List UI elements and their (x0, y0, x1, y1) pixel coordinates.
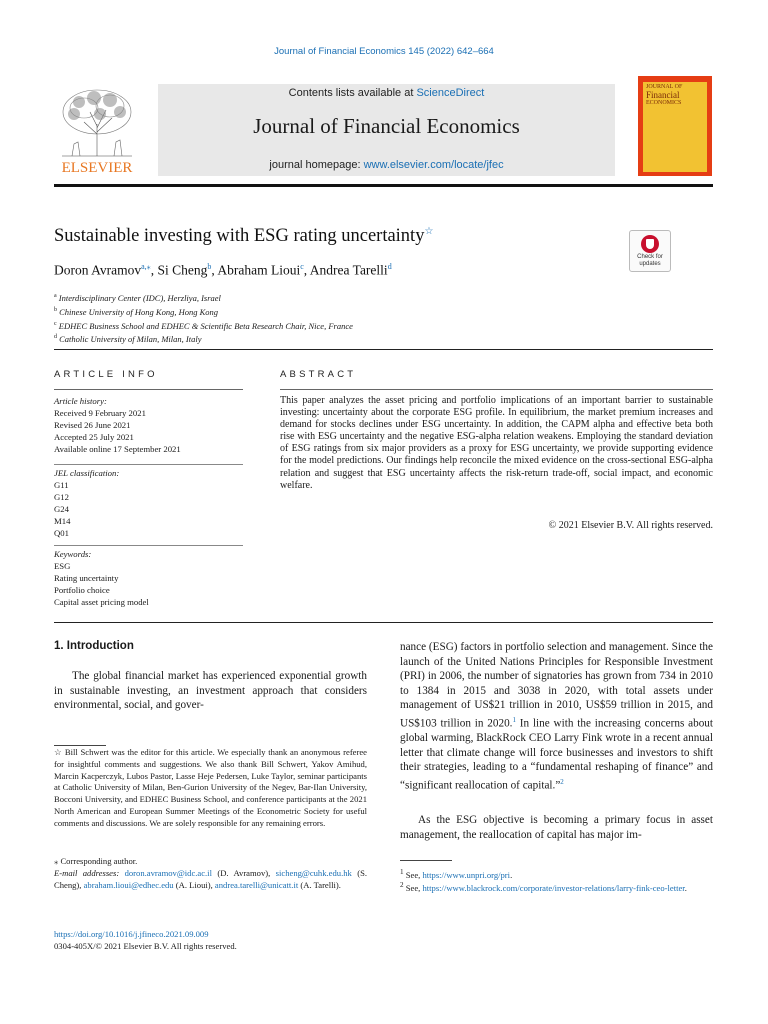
email-owner: (S. Cheng), (54, 868, 367, 890)
footnote-ref-1[interactable]: 1 (512, 715, 516, 724)
footnote-prefix: See, (405, 869, 423, 880)
footnote-ref-2[interactable]: 2 (560, 778, 564, 787)
jel-item: G12 (54, 492, 69, 502)
history-item: Revised 26 June 2021 (54, 420, 131, 430)
author-sup[interactable]: b (207, 262, 212, 271)
author-name[interactable]: Andrea Tarelli (309, 262, 388, 278)
check-for-updates-label: Check for updates (637, 254, 663, 267)
email-link[interactable]: andrea.tarelli@unicatt.it (214, 879, 299, 890)
bookmark-icon (641, 235, 659, 253)
footnote-suffix: . (684, 882, 687, 893)
article-history (54, 395, 254, 455)
jel-item: G11 (54, 480, 69, 490)
email-link[interactable]: sicheng@cuhk.edu.hk (275, 868, 352, 878)
jel-item: M14 (54, 516, 71, 526)
footnote-link[interactable]: https://www.unpri.org/pri (422, 869, 511, 880)
jel-separator (54, 545, 243, 546)
header-divider (54, 184, 713, 187)
journal-cover-thumbnail[interactable] (638, 76, 712, 176)
section-heading-introduction: 1. Introduction (54, 640, 134, 652)
email-owner: (A. Lioui), (175, 879, 213, 890)
check-for-updates-button[interactable] (629, 230, 671, 272)
article-title-text: Sustainable investing with ESG rating uncertainty (54, 226, 425, 246)
keyword-item: Capital asset pricing model (54, 597, 149, 607)
author-list: Doron Avramov$^{a,⁎}$, Si Cheng$^b$, Abraham Lioui$^c$, Andrea Tarelli$^d$ (54, 262, 392, 278)
keyword-item: ESG (54, 561, 71, 571)
journal-banner (158, 84, 615, 176)
sciencedirect-link[interactable]: ScienceDirect (416, 87, 485, 99)
history-item: Accepted 25 July 2021 (54, 432, 134, 442)
keywords (54, 548, 254, 608)
affiliation-item: $^d$ Catholic University of Milan, Milan, Italy (54, 334, 202, 345)
author-sup[interactable]: a,⁎ (141, 262, 151, 271)
page-footer (54, 929, 237, 952)
body-divider (54, 622, 713, 623)
abstract-copyright: © 2021 Elsevier B.V. All rights reserved. (548, 520, 713, 531)
author-name[interactable]: Abraham Lioui (217, 262, 301, 278)
cover-line3: ECONOMICS (646, 100, 682, 106)
publisher-name: ELSEVIER (61, 160, 133, 176)
corresponding-author-note: ⁎ Corresponding author. (54, 856, 138, 866)
title-footnote-star-icon[interactable]: ☆ (424, 226, 434, 237)
homepage-prefix: journal homepage: (269, 159, 364, 171)
history-separator (54, 464, 243, 465)
keyword-item: Portfolio choice (54, 585, 110, 595)
footnote-2 (400, 880, 713, 895)
issn-copyright: 0304-405X/© 2021 Elsevier B.V. All rights reserved. (54, 940, 237, 951)
footnote-rule (400, 860, 452, 861)
author-sup[interactable]: d (387, 262, 392, 271)
keyword-item: Rating uncertainty (54, 573, 119, 583)
acknowledgement-footnote: ☆ Bill Schwert was the editor for this article. We especially thank an anonymous referee for insightful comments and suggestions. We also thank Bill Schwert, Yakov Amihud, Marcin Kacperczyk, Lubos Pastor, Lasse Heje Pedersen, Luke Taylor, seminar participants at Catholic University of Milan, Ben-Gurion University of the Negev, Bar-Ilan University, Bocconi University, and EDHEC Business School, and conference participants at the 2021 North American and European Summer Meetings of the Econometric Society for useful comments and discussions. We are solely responsible for any remaining errors. (54, 747, 367, 828)
journal-name: Journal of Financial Economics (253, 114, 520, 138)
email-owner: (A. Tarelli). (300, 879, 341, 890)
elsevier-logo (54, 84, 140, 176)
article-info-rule (54, 389, 243, 390)
email-link[interactable]: doron.avramov@idc.ac.il (124, 868, 212, 878)
affiliation-item: $^c$ EDHEC Business School and EDHEC & Scientific Beta Research Chair, Nice, France (54, 320, 353, 331)
doi-link[interactable]: https://doi.org/10.1016/j.jfineco.2021.09.009 (54, 929, 209, 939)
email-owner: (D. Avramov), (217, 868, 271, 878)
footnote-link[interactable]: https://www.blackrock.com/corporate/investor-relations/larry-fink-ceo-letter (422, 882, 685, 893)
history-item: Received 9 February 2021 (54, 408, 146, 418)
contents-prefix: Contents lists available at (288, 87, 417, 99)
author-name[interactable]: Si Cheng (157, 262, 208, 278)
intro-paragraph-left: The global financial market has experienced exponential growth in sustainable investing, an investment approach that considers environmental, social, and gover- (54, 670, 367, 712)
jel-label: JEL classification: (54, 468, 120, 478)
intro-text: nance (ESG) factors in portfolio selection and management. Since the launch of the United Nations Principles for Responsible Investment (PRI) in 2006, the number of signatories has grown from 734 in 2010 to 1384 in 2015 and 3038 in 2020, with total assets under management of US$21 trillion in 2010, US$59 trillion in 2015, and US$103 trillion in 2020. (400, 641, 713, 730)
email-addresses (54, 868, 367, 892)
affiliation-item: $^a$ Interdisciplinary Center (IDC), Herzliya, Israel (54, 292, 221, 303)
footnote-rule (54, 745, 106, 746)
journal-reference-link[interactable]: Journal of Financial Economics 145 (2022) 642–664 (274, 46, 494, 57)
keywords-label: Keywords: (54, 549, 92, 559)
history-label: Article history: (54, 396, 107, 406)
cover-line1: JOURNAL OF (646, 84, 683, 90)
abstract-text: This paper analyzes the asset pricing and portfolio implications of an important barrier to sustainable investing: uncertainty about the corporate ESG profile. In equilibrium, the market premium increases and demand for stocks declines under ESG uncertainty. In addition, the CAPM alpha and effective beta both rise with ESG uncertainty and the negative ESG-alpha relation weakens. Employing the standard deviation of ESG ratings from six major providers as a proxy for ESG uncertainty, we provide supporting evidence for the model predictions. Our findings help reconcile the mixed evidence on the cross-sectional ESG-alpha relation and suggest that ESG uncertainty affects the risk-return trade-off, social impact, and economic welfare. (280, 395, 713, 491)
affiliation-item: $^b$ Chinese University of Hong Kong, Hong Kong (54, 306, 219, 317)
contents-line (158, 87, 615, 99)
email-label: E-mail addresses: (54, 868, 120, 878)
author-sup[interactable]: c (300, 262, 304, 271)
abstract-heading: ABSTRACT (280, 369, 357, 380)
jel-classification (54, 467, 254, 539)
article-info-heading: ARTICLE INFO (54, 369, 158, 380)
email-link[interactable]: abraham.lioui@edhec.edu (83, 879, 174, 890)
homepage-link[interactable]: www.elsevier.com/locate/jfec (363, 159, 504, 171)
footnote-number: 2 (400, 881, 404, 889)
author-name[interactable]: Doron Avramov (54, 262, 142, 278)
intro-paragraph-right (400, 640, 713, 793)
history-item: Available online 17 September 2021 (54, 444, 181, 454)
intro-text: In line with the increasing concerns about global warming, BlackRock CEO Larry Fink wrote in a recent annual letter that climate change will force businesses and investors to shift their strategies, leading to a “fundamental reshaping of finance” and “significant reallocation of capital.” (400, 717, 713, 792)
abstract-rule (280, 389, 713, 390)
jel-item: Q01 (54, 528, 69, 538)
affiliations (54, 290, 353, 345)
footnote-prefix: See, (405, 882, 423, 893)
intro-paragraph-right-2: As the ESG objective is becoming a primary focus in asset management, the reallocation of capital has major im- (400, 814, 713, 841)
cover-line2: Financial (646, 90, 680, 100)
jel-item: G24 (54, 504, 69, 514)
footnote-number: 1 (400, 868, 404, 876)
article-title (54, 226, 433, 247)
section-divider (54, 349, 713, 350)
homepage-line (158, 159, 615, 171)
footnote-suffix: . (510, 869, 513, 880)
